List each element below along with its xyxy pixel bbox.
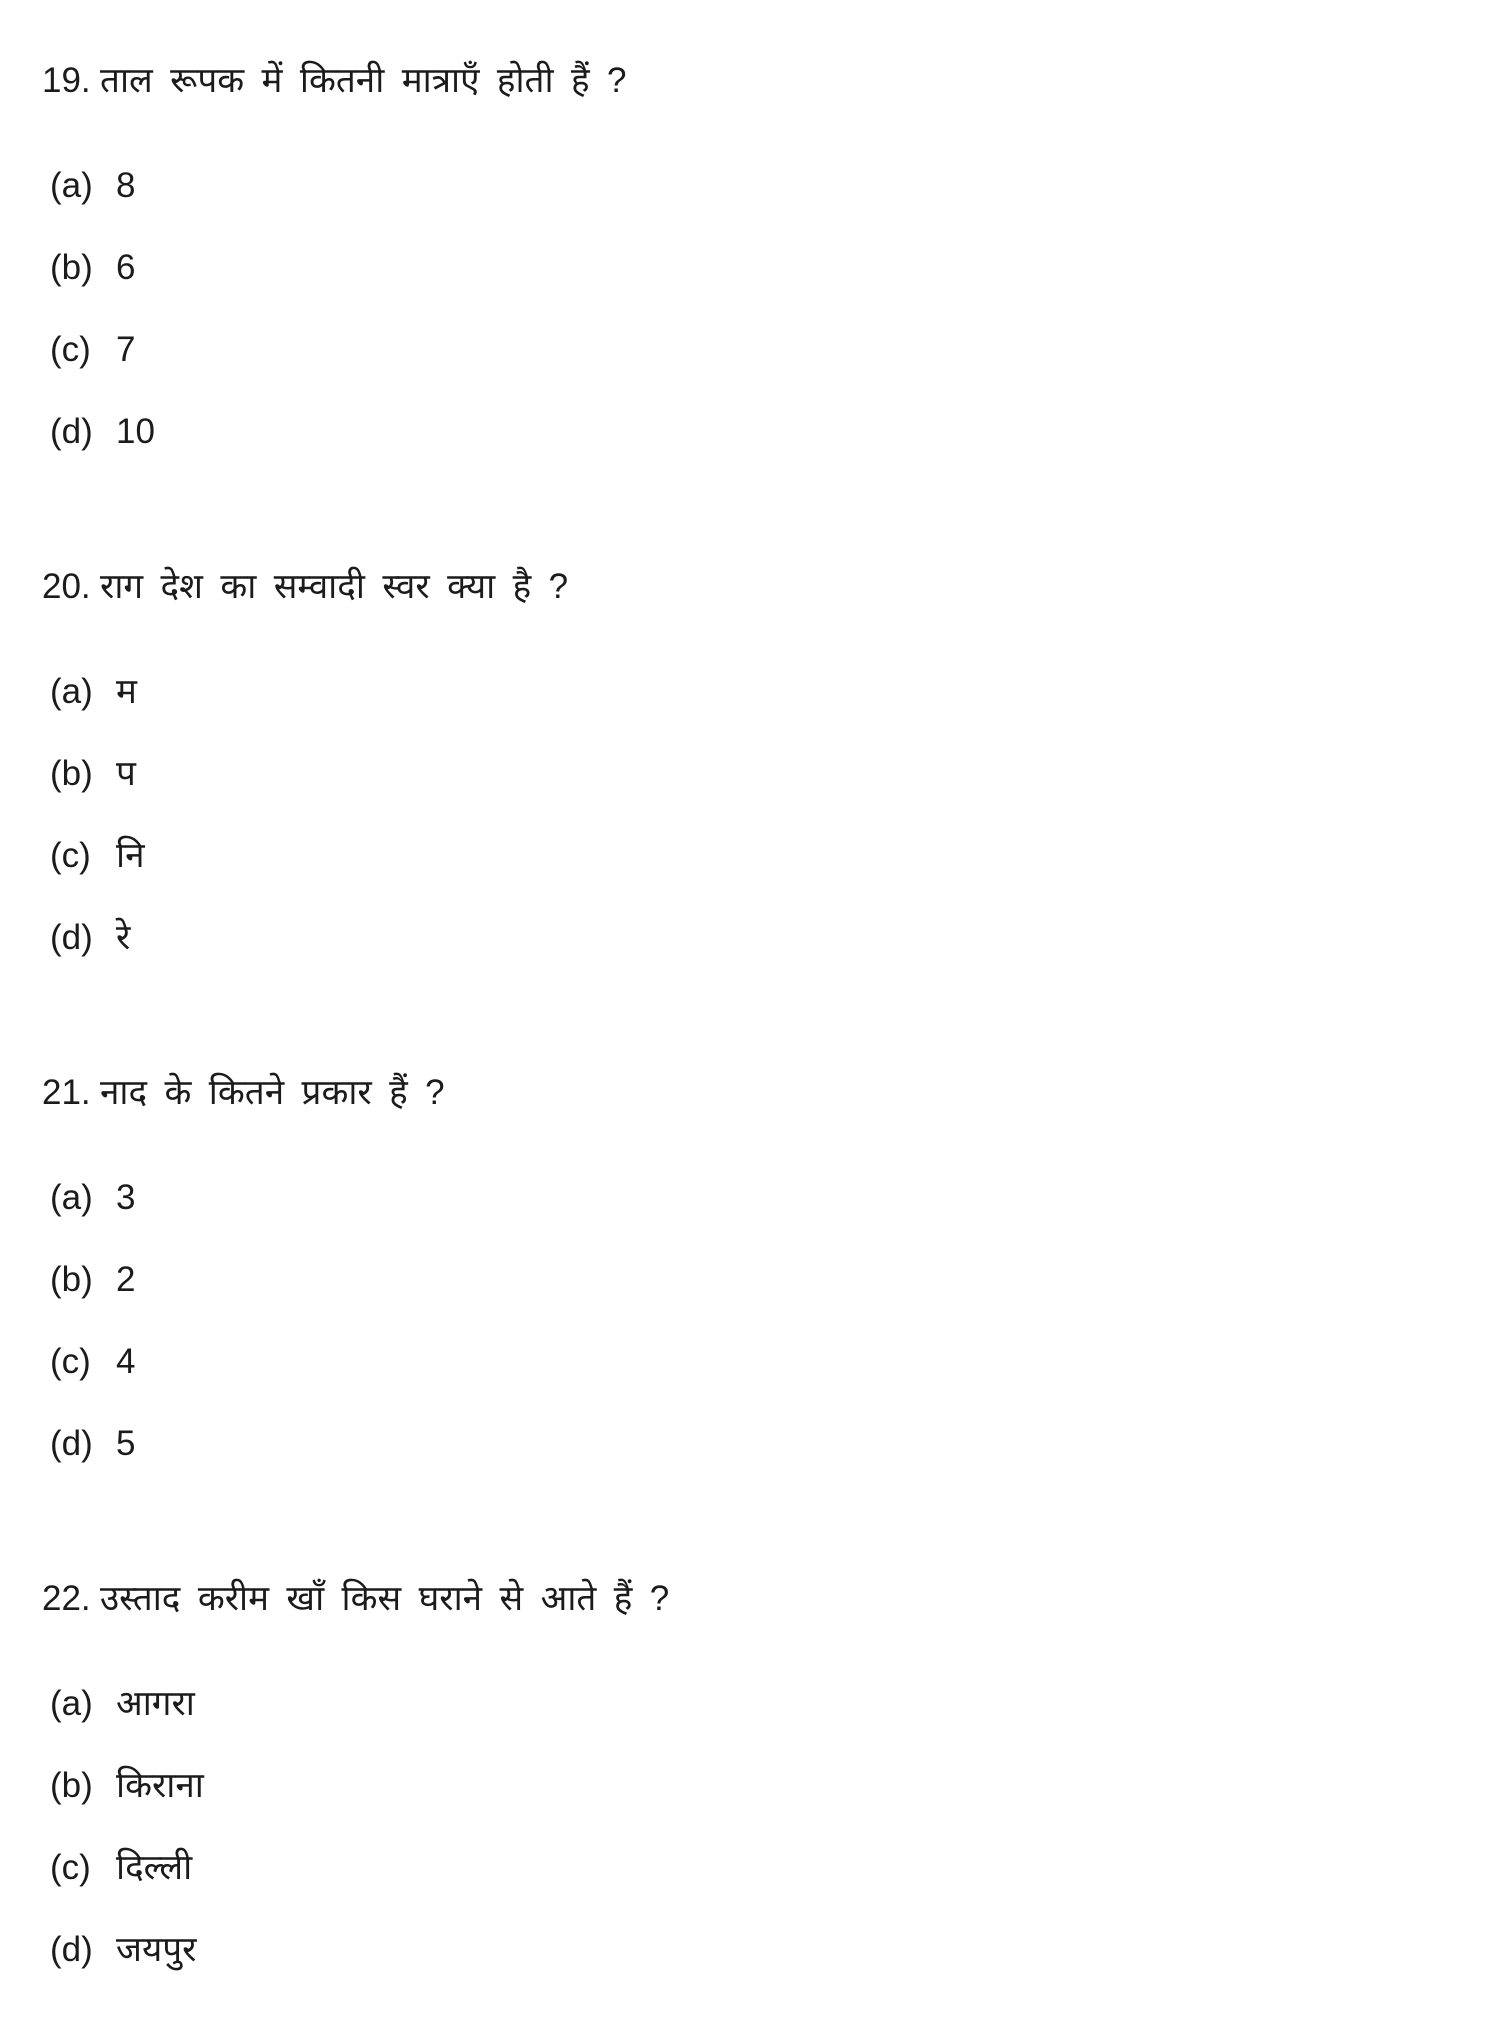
question-number: 20. bbox=[42, 567, 91, 606]
option-label: (d) bbox=[50, 1424, 93, 1463]
question-body: उस्ताद करीम खाँ किस घराने से आते हैं ? bbox=[100, 1579, 670, 1618]
option-c bbox=[42, 833, 1465, 879]
option-label: (a) bbox=[50, 1684, 93, 1723]
question-text bbox=[42, 1070, 1465, 1116]
option-value: 8 bbox=[116, 166, 136, 205]
option-d bbox=[42, 409, 1465, 455]
option-a bbox=[42, 669, 1465, 715]
option-label: (a) bbox=[50, 166, 93, 205]
option-value: रे bbox=[116, 918, 131, 957]
option-value: किराना bbox=[116, 1766, 204, 1805]
question-text bbox=[42, 1576, 1465, 1622]
option-c bbox=[42, 1845, 1465, 1891]
question-number: 21. bbox=[42, 1073, 91, 1112]
question-number: 19. bbox=[42, 61, 91, 100]
option-c bbox=[42, 327, 1465, 373]
question-number: 22. bbox=[42, 1579, 91, 1618]
option-label: (b) bbox=[50, 1260, 93, 1299]
option-label: (b) bbox=[50, 248, 93, 287]
option-c bbox=[42, 1339, 1465, 1385]
option-value: 4 bbox=[116, 1342, 136, 1381]
question-text bbox=[42, 564, 1465, 610]
option-label: (d) bbox=[50, 918, 93, 957]
option-b bbox=[42, 1763, 1465, 1809]
option-value: 2 bbox=[116, 1260, 136, 1299]
option-value: 5 bbox=[116, 1424, 136, 1463]
question-body: राग देश का सम्वादी स्वर क्या है ? bbox=[100, 567, 569, 606]
option-value: 3 bbox=[116, 1178, 136, 1217]
option-label: (d) bbox=[50, 1930, 93, 1969]
option-value: नि bbox=[116, 836, 145, 875]
question-body: ताल रूपक में कितनी मात्राएँ होती हैं ? bbox=[100, 61, 627, 100]
option-b bbox=[42, 245, 1465, 291]
option-label: (c) bbox=[50, 1342, 91, 1381]
option-value: दिल्ली bbox=[116, 1848, 193, 1887]
question-22 bbox=[42, 1576, 1465, 1973]
option-label: (d) bbox=[50, 412, 93, 451]
option-value: आगरा bbox=[116, 1684, 195, 1723]
option-value: म bbox=[116, 672, 137, 711]
question-20 bbox=[42, 564, 1465, 961]
option-d bbox=[42, 1927, 1465, 1973]
option-label: (c) bbox=[50, 1848, 91, 1887]
option-value: 10 bbox=[116, 412, 155, 451]
option-label: (c) bbox=[50, 836, 91, 875]
question-19 bbox=[42, 58, 1465, 455]
option-value: 6 bbox=[116, 248, 136, 287]
option-value: प bbox=[116, 754, 136, 793]
option-a bbox=[42, 1175, 1465, 1221]
option-label: (a) bbox=[50, 1178, 93, 1217]
option-value: 7 bbox=[116, 330, 136, 369]
question-21 bbox=[42, 1070, 1465, 1467]
question-body: नाद के कितने प्रकार हैं ? bbox=[100, 1073, 445, 1112]
option-label: (a) bbox=[50, 672, 93, 711]
option-label: (b) bbox=[50, 1766, 93, 1805]
option-b bbox=[42, 1257, 1465, 1303]
option-value: जयपुर bbox=[116, 1930, 197, 1969]
option-a bbox=[42, 1681, 1465, 1727]
option-b bbox=[42, 751, 1465, 797]
option-a bbox=[42, 163, 1465, 209]
option-label: (c) bbox=[50, 330, 91, 369]
option-d bbox=[42, 1421, 1465, 1467]
option-label: (b) bbox=[50, 754, 93, 793]
option-d bbox=[42, 915, 1465, 961]
question-text bbox=[42, 58, 1465, 104]
